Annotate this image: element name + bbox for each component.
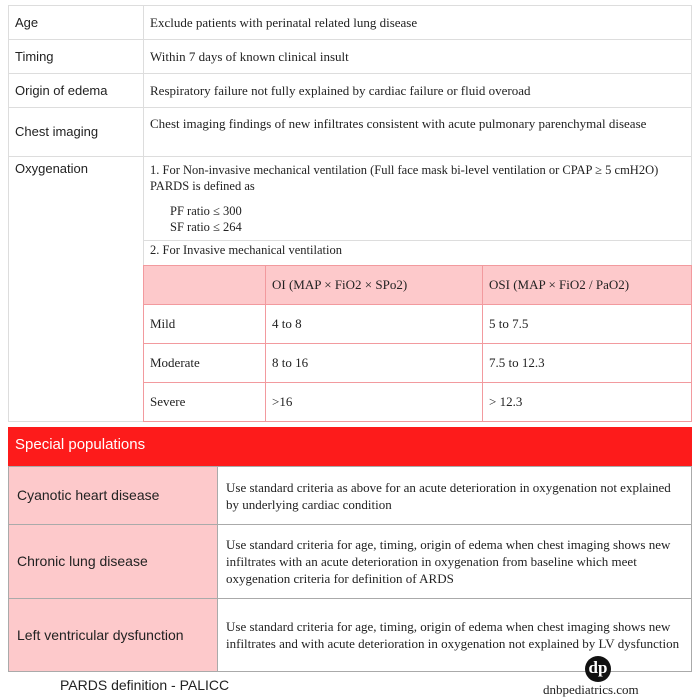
osi-header: OSI (MAP × FiO2 / PaO2) [482,265,692,305]
oi-severe: >16 [265,382,483,422]
criteria-value-timing: Within 7 days of known clinical insult [143,39,692,74]
sf-ratio: SF ratio ≤ 264 [170,220,242,234]
special-label-lv-dysfunction: Left ventricular dysfunction [8,598,218,672]
site-url: dnbpediatrics.com [543,682,639,697]
oi-header: OI (MAP × FiO2 × SPo2) [265,265,483,305]
special-populations-header: Special populations [8,427,692,466]
criteria-label-imaging: Chest imaging [8,107,144,157]
special-value-lv-dysfunction: Use standard criteria for age, timing, origin of edema when chest imaging shows new infiltrates and with acute deterioration in oxygenation not explained by LV dysfunction [217,598,692,672]
criteria-label-timing: Timing [8,39,144,74]
severity-header-blank [143,265,266,305]
oxygenation-label: Oxygenation [8,156,144,422]
pf-ratio: PF ratio ≤ 300 [170,204,242,218]
dp-logo-icon: dp [585,656,611,682]
osi-mild: 5 to 7.5 [482,304,692,344]
severity-mild: Mild [143,304,266,344]
criteria-label-age: Age [8,5,144,40]
severity-severe: Severe [143,382,266,422]
oi-mild: 4 to 8 [265,304,483,344]
niv-text: 1. For Non-invasive mechanical ventilation (Full face mask bi-level ventilation or CPAP ≥ 5 cmH2O) PARDS is defined as [150,163,659,193]
oi-moderate: 8 to 16 [265,343,483,383]
imv-text: 2. For Invasive mechanical ventilation [143,240,692,266]
special-value-chronic-lung: Use standard criteria for age, timing, origin of edema when chest imaging shows new infiltrates with an acute deterioration in oxygenation from baseline which meet oxygenation criteria for definition of ARDS [217,524,692,599]
osi-moderate: 7.5 to 12.3 [482,343,692,383]
special-label-chronic-lung: Chronic lung disease [8,524,218,599]
severity-moderate: Moderate [143,343,266,383]
criteria-value-imaging: Chest imaging findings of new infiltrates consistent with acute pulmonary parenchymal disease [143,107,692,157]
caption: PARDS definition - PALICC [60,677,230,693]
criteria-label-edema: Origin of edema [8,73,144,108]
special-label-cyanotic: Cyanotic heart disease [8,466,218,525]
criteria-value-age: Exclude patients with perinatal related lung disease [143,5,692,40]
niv-criteria [143,156,692,241]
criteria-value-edema: Respiratory failure not fully explained by cardiac failure or fluid overoad [143,73,692,108]
osi-severe: > 12.3 [482,382,692,422]
special-value-cyanotic: Use standard criteria as above for an acute deterioration in oxygenation not explained by underlying cardiac condition [217,466,692,525]
